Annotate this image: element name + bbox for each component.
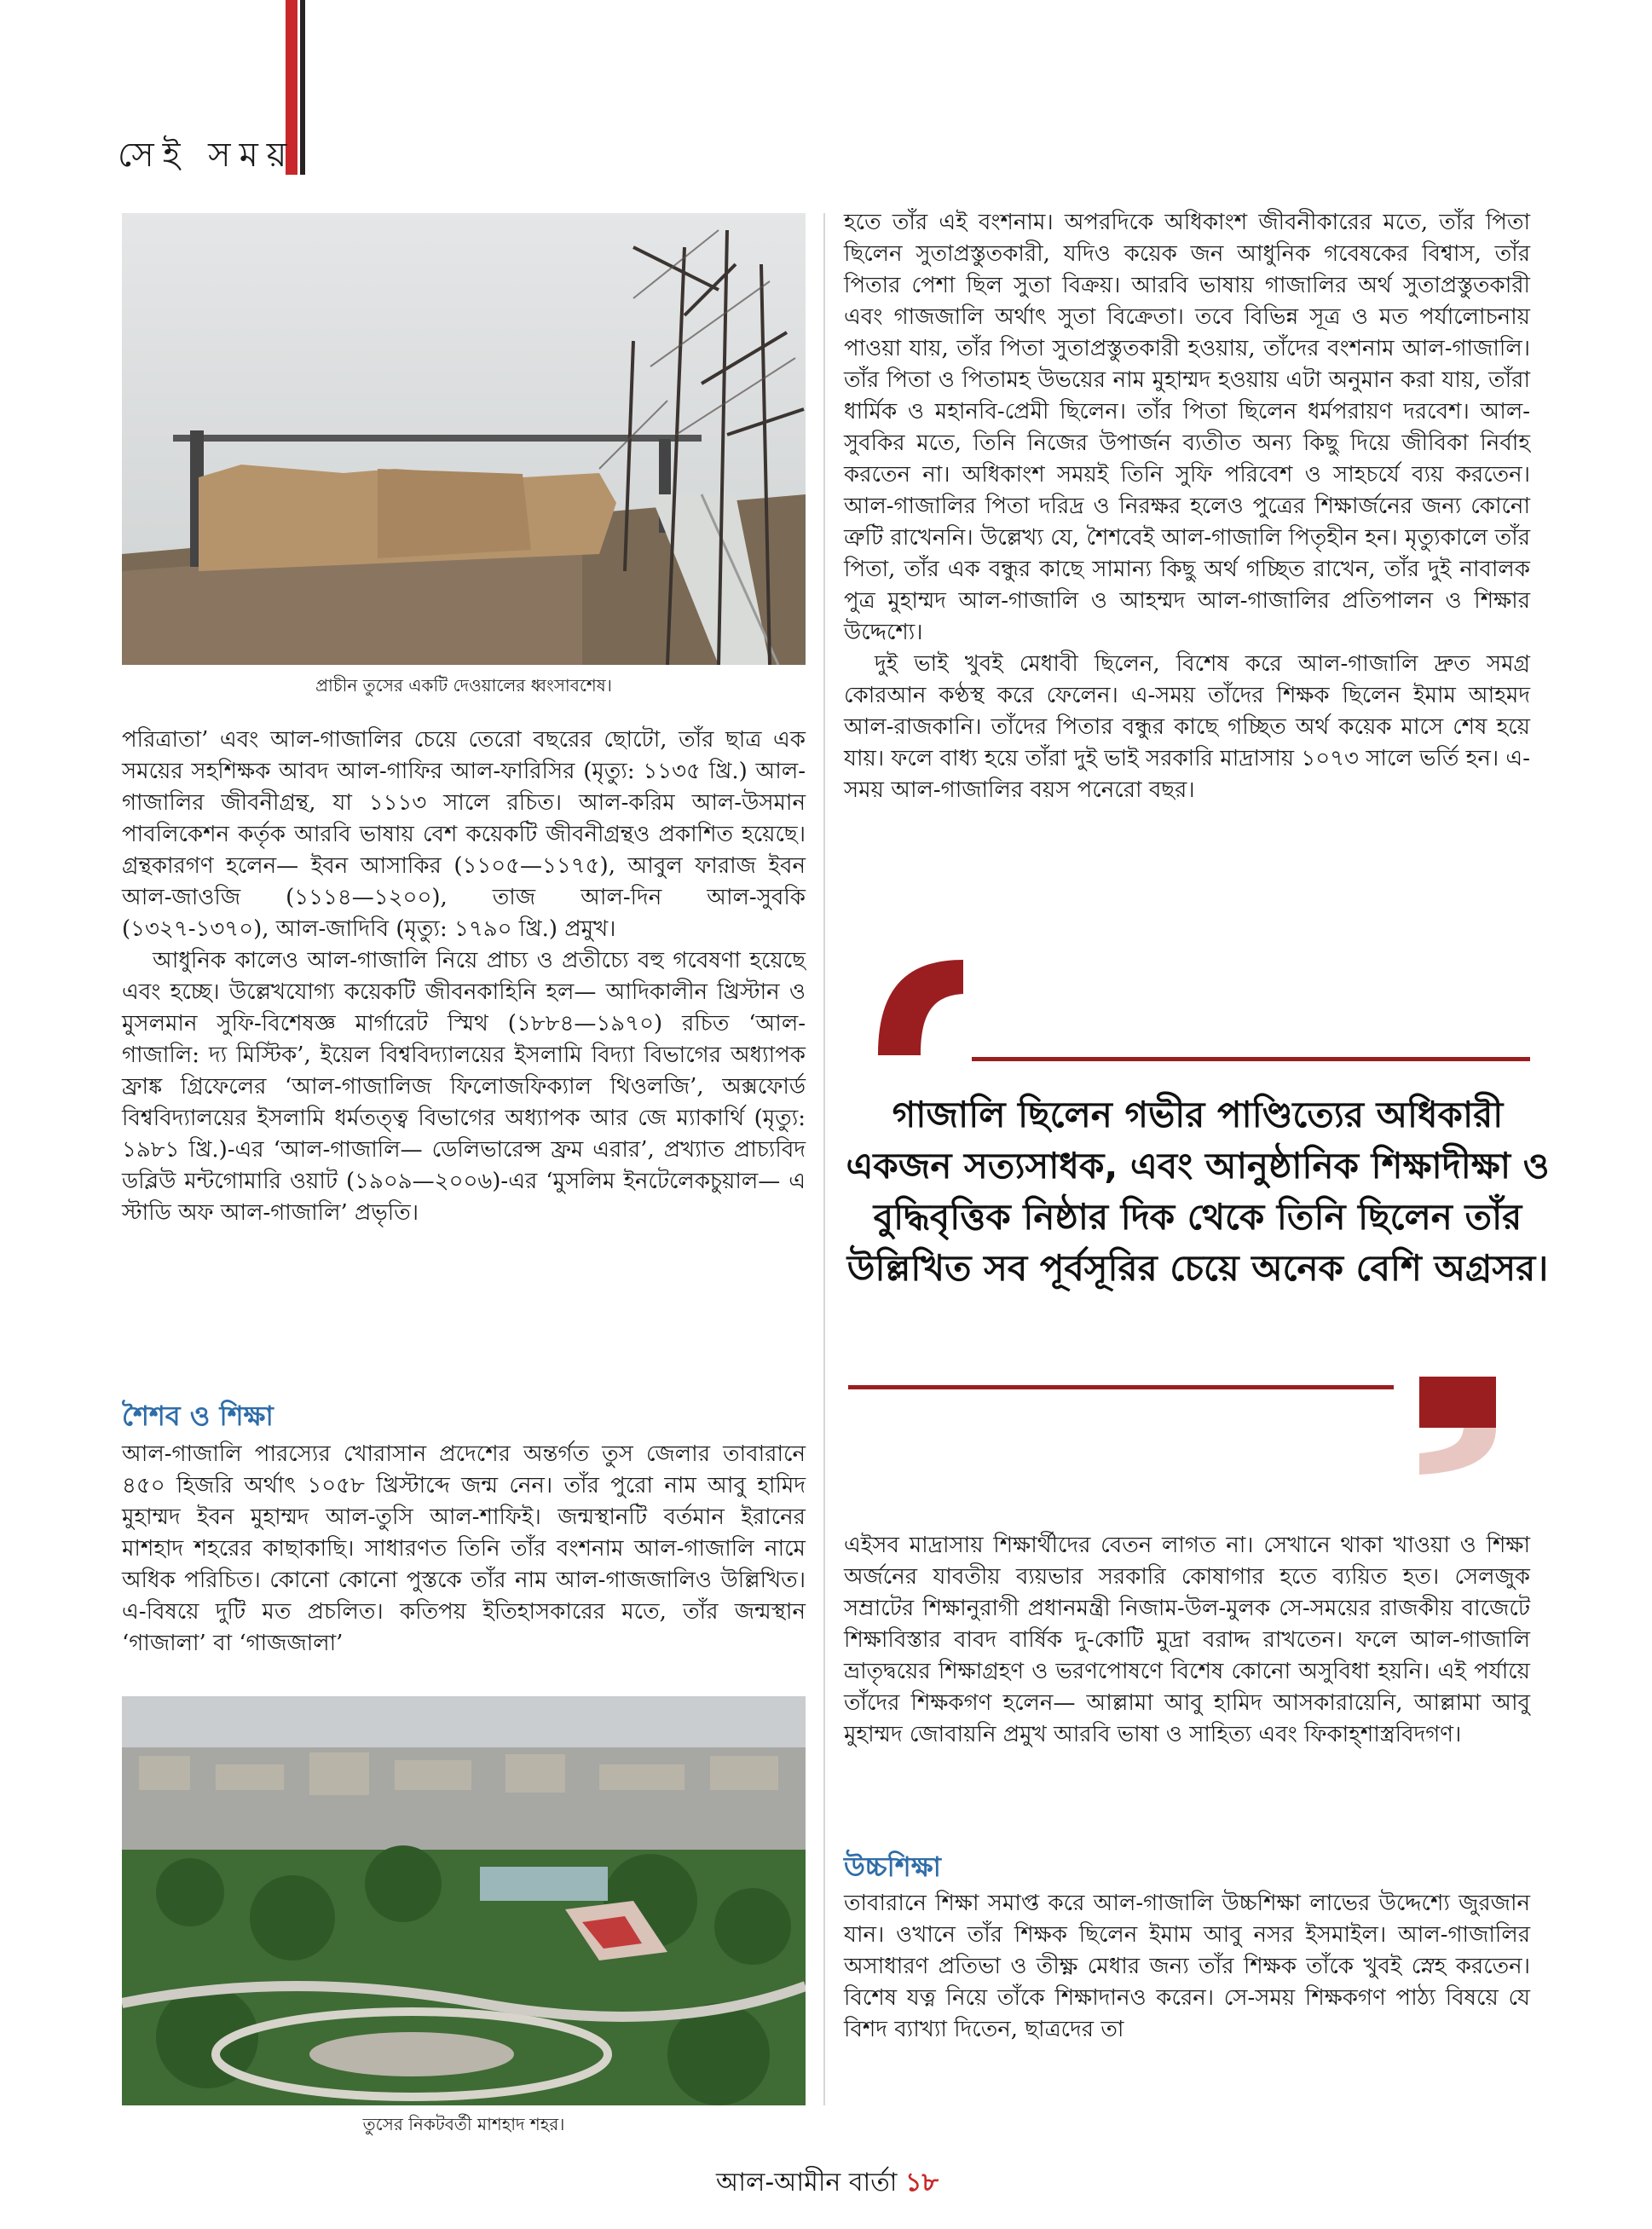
quote-bottom-rule [848,1385,1394,1389]
mashhad-aerial-illustration [122,1696,806,2105]
paragraph: আধুনিক কালেও আল-গাজালি নিয়ে প্রাচ্য ও প্রতীচ্যে বহু গবেষণা হয়েছে এবং হচ্ছে। উল্লেখযোগ্য কয়েকটি জীবনকাহিনি হল— আদিকালীন খ্রিস্টান ও মুসলমান সুফি-বিশেষজ্ঞ মার্গারেট স্মিথ (১৮৮৪—১৯৭০) রচিত ‘আল-গাজালি: দ্য মিস্টিক’, ইয়েল বিশ্ববিদ্যালয়ের ইসলামি বিদ্যা বিভাগের অধ্যাপক ফ্রাঙ্ক গ্রিফেলের ‘আল-গাজালিজ ফিলোজফিক্যাল থিওলজি’, অক্সফোর্ড বিশ্ববিদ্যালয়ের ইসলামি ধর্মতত্ত্ব বিভাগের অধ্যাপক আর জে ম্যাকার্থি (মৃত্যু: ১৯৮১ খ্রি.)-এর ‘আল-গাজালি— ডেলিভারেন্স ফ্রম এরার’, প্রখ্যাত প্রাচ্যবিদ ডব্লিউ মন্টগোমারি ওয়াট (১৯০৯—২০০৬)-এর ‘মুসলিম ইনটেলেকচুয়াল— এ স্টাডি অফ আল-গাজালি’ প্রভৃতি। [122,948,806,1226]
page-number: ১৮ [905,2168,939,2197]
wall-ruins-illustration [122,213,806,665]
paragraph: দুই ভাই খুবই মেধাবী ছিলেন, বিশেষ করে আল-গাজালি দ্রুত সমগ্র কোরআন কণ্ঠস্থ করে ফেলেন। এ-সময় তাঁদের শিক্ষক ছিলেন ইমাম আহমদ আল-রাজকানি। তাঁদের পিতার বন্ধুর কাছে গচ্ছিত অর্থ কয়েক মাসে শেষ হয়ে যায়। ফলে বাধ্য হয়ে তাঁরা দুই ভাই সরকারি মাদ্রাসায় ১০৭৩ সালে ভর্তি হন। এ-সময় আল-গাজালির বয়স পনেরো বছর। [844,651,1530,803]
open-quote-mark [852,953,972,1064]
wall-ruins-photo [122,213,806,665]
paragraph: হতে তাঁর এই বংশনাম। অপরদিকে অধিকাংশ জীবনীকারের মতে, তাঁর পিতা ছিলেন সুতাপ্রস্তুতকারী, যদিও কয়েক জন আধুনিক গবেষকের বিশ্বাস, তাঁর পিতার পেশা ছিল সুতা বিক্রয়। আরবি ভাষায় গাজালির অর্থ সুতাপ্রস্তুতকারী এবং গাজজালি অর্থাৎ সুতা বিক্রেতা। তবে বিভিন্ন সূত্র ও মত পর্যালোচনায় পাওয়া যায়, তাঁর পিতা সুতাপ্রস্তুতকারী হওয়ায়, তাঁদের বংশনাম আল-গাজালি। তাঁর পিতা ও পিতামহ উভয়ের নাম মুহাম্মদ হওয়ায় এটা অনুমান করা যায়, তাঁরা ধার্মিক ও মহানবি-প্রেমী ছিলেন। তাঁর পিতা ছিলেন ধর্মপরায়ণ দরবেশ। আল-সুবকির মতে, তিনি নিজের উপার্জন ব্যতীত অন্য কিছু দিয়ে জীবিকা নির্বাহ করতেন না। অধিকাংশ সময়ই তিনি সুফি পরিবেশ ও সাহচর্যে ব্যয় করতেন। আল-গাজালির পিতা দরিদ্র ও নিরক্ষর হলেও পুত্রের শিক্ষার্জনের জন্য কোনো ত্রুটি রাখেননি। উল্লেখ্য যে, শৈশবেই আল-গাজালি পিতৃহীন হন। মৃত্যুকালে তাঁর পিতা, তাঁর এক বন্ধুর কাছে সামান্য কিছু অর্থ গচ্ছিত রাখেন, তাঁর দুই নাবালক পুত্র মুহাম্মদ আল-গাজালি ও আহম্মদ আল-গাজালির প্রতিপালন ও শিক্ষার উদ্দেশ্যে। [844,210,1530,645]
section-heading-childhood: শৈশব ও শিক্ষা [122,1400,274,1432]
figure-caption-ruins: প্রাচীন তুসের একটি দেওয়ালের ধ্বংসাবশেষ। [315,675,612,696]
right-column-body-top [844,207,1530,806]
close-quote-mark [1402,1377,1513,1479]
mashhad-city-photo [122,1696,806,2105]
left-column-body-top [122,725,806,1229]
paragraph: আল-গাজালি পারস্যের খোরাসান প্রদেশের অন্তর্গত তুস জেলার তাবারানে ৪৫০ হিজরি অর্থাৎ ১০৫৮ খ্রিস্টাব্দে জন্ম নেন। তাঁর পুরো নাম আবু হামিদ মুহাম্মদ ইবন মুহাম্মদ আল-তুসি আল-শাফিই। জন্মস্থানটি বর্তমান ইরানের মাশহাদ শহরের কাছাকাছি। সাধারণত তিনি তাঁর বংশনাম আল-গাজালি নামে অধিক পরিচিত। কোনো কোনো পুস্তকে তাঁর নাম আল-গাজজালিও উল্লিখিত। এ-বিষয়ে দুটি মত প্রচলিত। কতিপয় ইতিহাসকারের মতে, তাঁর জন্মস্থান ‘গাজালা’ বা ‘গাজজালা’ [122,1441,806,1656]
pull-quote: গাজালি ছিলেন গভীর পাণ্ডিত্যের অধিকারী একজন সত্যসাধক, এবং আনুষ্ঠানিক শিক্ষাদীক্ষা ও বুদ্ধিবৃত্তিক নিষ্ঠার দিক থেকে তিনি ছিলেন তাঁর উল্লিখিত সব পূর্বসূরির চেয়ে অনেক বেশি অগ্রসর। [846,1094,1550,1289]
magazine-name: আল-আমীন বার্তা [716,2168,898,2197]
header-dark-bar [300,0,305,175]
left-column-body-bottom [122,1439,806,1660]
quote-top-rule [972,1057,1530,1061]
paragraph: এইসব মাদ্রাসায় শিক্ষার্থীদের বেতন লাগত না। সেখানে থাকা খাওয়া ও শিক্ষা অর্জনের যাবতীয় ব্যয়ভার সরকারি কোষাগার হতে ব্যয়িত হত। সেলজুক সম্রাটের শিক্ষানুরাগী প্রধানমন্ত্রী নিজাম-উল-মুলক সে-সময়ের রাজকীয় বাজেটে শিক্ষাবিস্তার বাবদ বার্ষিক দু-কোটি মুদ্রা বরাদ্দ রাখতেন। ফলে আল-গাজালি ভ্রাতৃদ্বয়ের শিক্ষাগ্রহণ ও ভরণপোষণে বিশেষ কোনো অসুবিধা হয়নি। এই পর্যায়ে তাঁদের শিক্ষকগণ হলেন— আল্লামা আবু হামিদ আসকারায়েনি, আল্লামা আবু মুহাম্মদ জোবায়নি প্রমুখ আরবি ভাষা ও সাহিত্য এবং ফিকাহ্‌শাস্ত্রবিদগণ। [844,1533,1530,1747]
figure-caption-mashhad: তুসের নিকটবর্তী মাশহাদ শহর। [362,2114,565,2134]
paragraph: পরিত্রাতা’ এবং আল-গাজালির চেয়ে তেরো বছরের ছোটো, তাঁর ছাত্র এক সময়ের সহশিক্ষক আবদ আল-গাফির আল-ফারিসির (মৃত্যু: ১১৩৫ খ্রি.) আল-গাজালির জীবনীগ্রন্থ, যা ১১১৩ সালে রচিত। আল-করিম আল-উসমান পাবলিকেশন কর্তৃক আরবি ভাষায় বেশ কয়েকটি জীবনীগ্রন্থও প্রকাশিত হয়েছে। গ্রন্থকারগণ হলেন— ইবন আসাকির (১১০৫—১১৭৫), আবুল ফারাজ ইবন আল-জাওজি (১১১৪—১২০০), তাজ আল-দিন আল-সুবকি (১৩২৭-১৩৭০), আল-জাদিবি (মৃত্যু: ১৭৯০ খ্রি.) প্রমুখ। [122,727,806,942]
section-heading-higher-education: উচ্চশিক্ষা [844,1851,941,1883]
section-label: সেই সময় [118,136,296,175]
paragraph: তাবারানে শিক্ষা সমাপ্ত করে আল-গাজালি উচ্চশিক্ষা লাভের উদ্দেশ্যে জুরজান যান। ওখানে তাঁর শিক্ষক ছিলেন ইমাম আবু নসর ইসমাইল। আল-গাজালির অসাধারণ প্রতিভা ও তীক্ষ্ণ মেধার জন্য তাঁর শিক্ষক তাঁকে খুবই স্নেহ করতেন। বিশেষ যত্ন নিয়ে তাঁকে শিক্ষাদানও করেন। সে-সময় শিক্ষকগণ পাঠ্য বিষয়ে যে বিশদ ব্যাখ্যা দিতেন, ছাত্রদের তা [844,1891,1530,2042]
page-footer [716,2162,939,2205]
right-column-body-bottom [844,1888,1530,2046]
column-divider [823,213,825,2105]
right-column-body-middle [844,1530,1530,1751]
